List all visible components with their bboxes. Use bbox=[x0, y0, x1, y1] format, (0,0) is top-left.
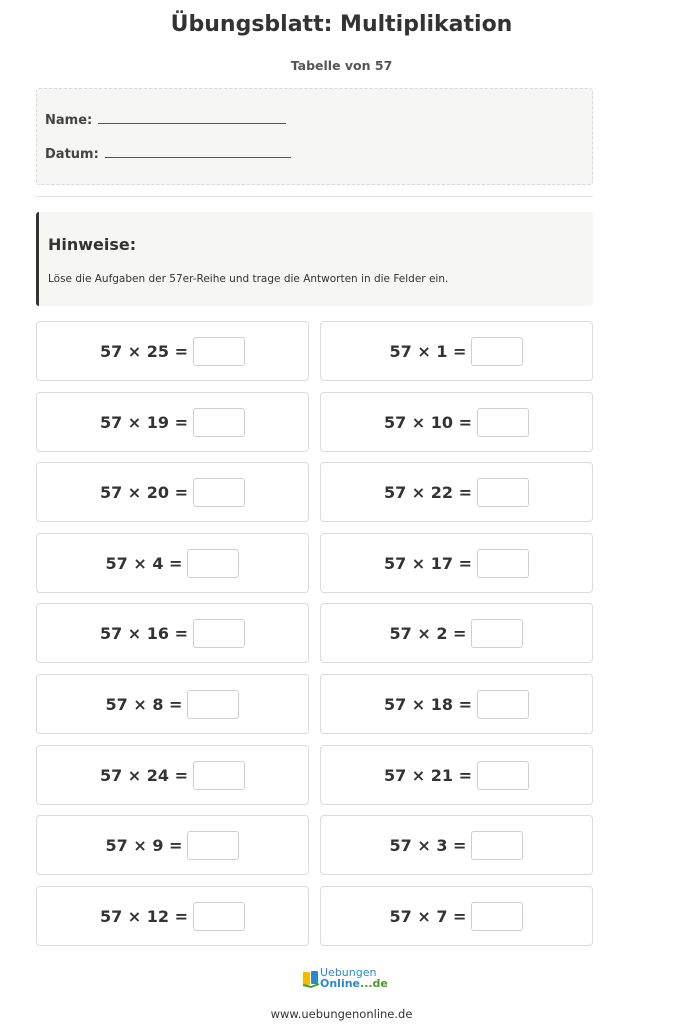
problem-cell bbox=[320, 674, 593, 734]
answer-field[interactable] bbox=[193, 761, 245, 790]
hint-title: Hinweise: bbox=[48, 235, 137, 254]
answer-field[interactable] bbox=[193, 902, 245, 931]
answer-field[interactable] bbox=[187, 831, 239, 860]
hint-box bbox=[36, 212, 593, 306]
problem-cell bbox=[36, 462, 309, 522]
page-subtitle: Tabelle von 57 bbox=[290, 58, 393, 73]
answer-field[interactable] bbox=[193, 408, 245, 437]
problem-expression: 57 × 4 = bbox=[105, 553, 183, 573]
problem-cell bbox=[36, 745, 309, 805]
answer-field[interactable] bbox=[471, 902, 523, 931]
answer-field[interactable] bbox=[477, 549, 529, 578]
problem-expression: 57 × 1 = bbox=[389, 341, 467, 361]
problem-expression: 57 × 2 = bbox=[389, 623, 467, 643]
hint-text: Löse die Aufgaben der 57er-Reihe und trage die Antworten in die Felder ein. bbox=[48, 273, 449, 285]
logo-line1: Uebungen bbox=[320, 966, 377, 979]
problem-cell bbox=[320, 815, 593, 875]
student-info-box bbox=[36, 88, 593, 185]
problem-cell bbox=[320, 462, 593, 522]
name-label: Name: bbox=[45, 113, 93, 128]
problem-expression: 57 × 3 = bbox=[389, 835, 467, 855]
answer-field[interactable] bbox=[471, 619, 523, 648]
answer-field[interactable] bbox=[477, 478, 529, 507]
page-title: Übungsblatt: Multiplikation bbox=[170, 12, 513, 37]
problem-expression: 57 × 25 = bbox=[99, 341, 189, 361]
problem-expression: 57 × 22 = bbox=[383, 482, 473, 502]
answer-field[interactable] bbox=[477, 761, 529, 790]
problem-expression: 57 × 17 = bbox=[383, 553, 473, 573]
problem-expression: 57 × 10 = bbox=[383, 412, 473, 432]
problem-cell bbox=[36, 674, 309, 734]
problem-expression: 57 × 9 = bbox=[105, 835, 183, 855]
problem-cell bbox=[320, 533, 593, 593]
problem-cell bbox=[36, 886, 309, 946]
problem-expression: 57 × 19 = bbox=[99, 412, 189, 432]
answer-field[interactable] bbox=[187, 549, 239, 578]
problem-cell bbox=[320, 603, 593, 663]
answer-field[interactable] bbox=[471, 337, 523, 366]
problem-expression: 57 × 16 = bbox=[99, 623, 189, 643]
answer-field[interactable] bbox=[471, 831, 523, 860]
problem-expression: 57 × 24 = bbox=[99, 765, 189, 785]
problem-cell bbox=[36, 321, 309, 381]
problem-cell bbox=[36, 392, 309, 452]
footer-url[interactable]: www.uebungenonline.de bbox=[270, 1007, 413, 1021]
site-logo bbox=[300, 966, 388, 993]
problem-expression: 57 × 8 = bbox=[105, 694, 183, 714]
answer-field[interactable] bbox=[477, 690, 529, 719]
name-row bbox=[45, 112, 286, 128]
date-line[interactable] bbox=[105, 146, 291, 158]
problem-cell bbox=[320, 392, 593, 452]
problem-expression: 57 × 20 = bbox=[99, 482, 189, 502]
answer-field[interactable] bbox=[187, 690, 239, 719]
book-icon bbox=[302, 969, 320, 989]
problem-expression: 57 × 21 = bbox=[383, 765, 473, 785]
problem-expression: 57 × 7 = bbox=[389, 906, 467, 926]
answer-field[interactable] bbox=[477, 408, 529, 437]
divider bbox=[36, 196, 593, 197]
problem-cell bbox=[320, 745, 593, 805]
answer-field[interactable] bbox=[193, 619, 245, 648]
problem-cell bbox=[36, 533, 309, 593]
answer-field[interactable] bbox=[193, 337, 245, 366]
name-line[interactable] bbox=[98, 112, 286, 124]
date-label: Datum: bbox=[45, 147, 99, 162]
problem-expression: 57 × 12 = bbox=[99, 906, 189, 926]
problem-expression: 57 × 18 = bbox=[383, 694, 473, 714]
problem-cell bbox=[320, 321, 593, 381]
problem-cell bbox=[320, 886, 593, 946]
problem-cell bbox=[36, 815, 309, 875]
date-row bbox=[45, 146, 291, 162]
answer-field[interactable] bbox=[193, 478, 245, 507]
problem-cell bbox=[36, 603, 309, 663]
logo-line2: Online...de bbox=[320, 977, 388, 990]
